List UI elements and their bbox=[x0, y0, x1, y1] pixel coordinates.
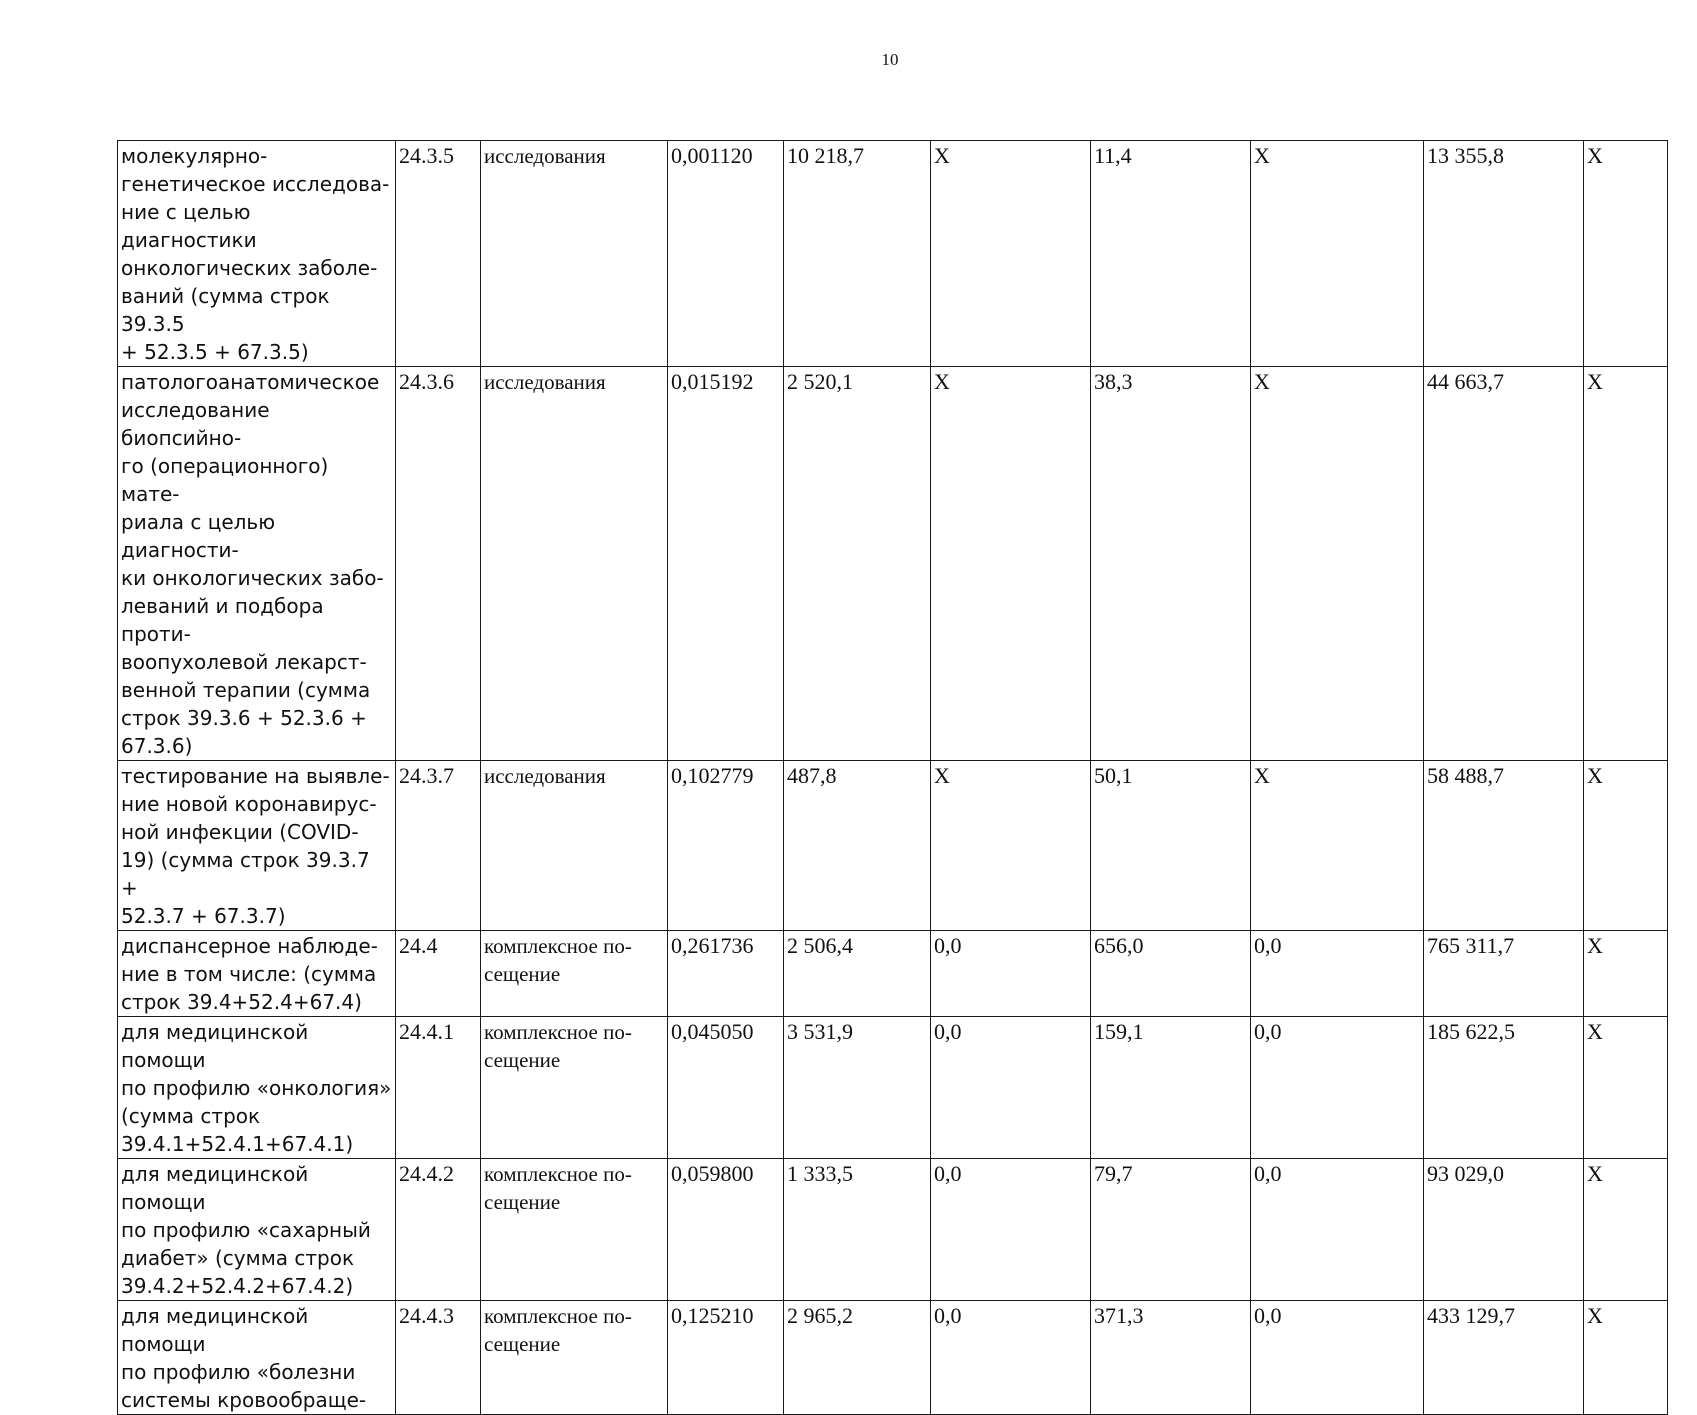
table-row bbox=[118, 1159, 1668, 1301]
indicator-name-line: риала с целью диагности- bbox=[121, 510, 276, 562]
indicator-name-line: диабет» (сумма строк bbox=[121, 1246, 355, 1270]
indicator-name-line: для медицинской помощи bbox=[121, 1162, 309, 1214]
cell-value-c7: Х bbox=[1584, 141, 1668, 367]
indicator-name-line: леваний и подбора проти- bbox=[121, 594, 324, 646]
cell-value-c4: 656,0 bbox=[1091, 931, 1251, 1017]
indicator-name-line: для медицинской помощи bbox=[121, 1020, 309, 1072]
cell-value-c2: 10 218,7 bbox=[784, 141, 931, 367]
cell-unit bbox=[481, 931, 668, 1017]
indicator-name-line: (сумма строк bbox=[121, 1104, 261, 1128]
cell-value-c3: Х bbox=[931, 141, 1091, 367]
cell-value-c5: 0,0 bbox=[1251, 1159, 1424, 1301]
indicator-name-line: ние новой коронавирус- bbox=[121, 792, 377, 816]
cell-value-c1: 0,015192 bbox=[668, 367, 784, 761]
table-row bbox=[118, 931, 1668, 1017]
indicator-name-line: патологоанатомическое bbox=[121, 370, 380, 394]
indicator-name-line: исследование биопсийно- bbox=[121, 398, 270, 450]
cell-indicator-name bbox=[118, 931, 396, 1017]
unit-line: комплексное по- bbox=[484, 934, 632, 958]
unit-line: сещение bbox=[484, 1332, 561, 1356]
cell-value-c5: 0,0 bbox=[1251, 1017, 1424, 1159]
unit-line: исследования bbox=[484, 764, 606, 788]
indicator-name-line: по профилю «сахарный bbox=[121, 1218, 371, 1242]
cell-unit bbox=[481, 761, 668, 931]
page-number: 10 bbox=[881, 50, 899, 69]
cell-unit bbox=[481, 1017, 668, 1159]
indicator-name-line: по профилю «онкология» bbox=[121, 1076, 392, 1100]
cell-value-c6: 44 663,7 bbox=[1424, 367, 1584, 761]
cell-value-c7: Х bbox=[1584, 931, 1668, 1017]
indicator-name-line: системы кровообраще- bbox=[121, 1388, 367, 1412]
indicator-name-line: 19) (сумма строк 39.3.7 + bbox=[121, 848, 370, 900]
indicator-name-line: диспансерное наблюде- bbox=[121, 934, 378, 958]
cell-value-c3: 0,0 bbox=[931, 1017, 1091, 1159]
indicator-name-line: ние с целью диагностики bbox=[121, 200, 257, 252]
cell-value-c6: 93 029,0 bbox=[1424, 1159, 1584, 1301]
cell-value-c3: 0,0 bbox=[931, 931, 1091, 1017]
table-row bbox=[118, 1017, 1668, 1159]
data-table bbox=[117, 140, 1668, 1415]
indicator-name-line: генетическое исследова- bbox=[121, 172, 390, 196]
cell-value-c3: 0,0 bbox=[931, 1159, 1091, 1301]
cell-indicator-name bbox=[118, 761, 396, 931]
cell-unit bbox=[481, 141, 668, 367]
cell-value-c7: Х bbox=[1584, 367, 1668, 761]
cell-value-c1: 0,045050 bbox=[668, 1017, 784, 1159]
cell-value-c5: Х bbox=[1251, 367, 1424, 761]
cell-value-c4: 50,1 bbox=[1091, 761, 1251, 931]
indicator-name-line: 39.4.1+52.4.1+67.4.1) bbox=[121, 1132, 354, 1156]
cell-value-c4: 38,3 bbox=[1091, 367, 1251, 761]
cell-row-code: 24.4.3 bbox=[396, 1301, 481, 1415]
cell-unit bbox=[481, 1159, 668, 1301]
cell-value-c2: 2 506,4 bbox=[784, 931, 931, 1017]
indicator-name-line: тестирование на выявле- bbox=[121, 764, 390, 788]
cell-indicator-name bbox=[118, 1301, 396, 1415]
indicator-name-line: 39.4.2+52.4.2+67.4.2) bbox=[121, 1274, 354, 1298]
unit-line: исследования bbox=[484, 144, 606, 168]
cell-value-c1: 0,059800 bbox=[668, 1159, 784, 1301]
indicator-name-line: воопухолевой лекарст- bbox=[121, 650, 367, 674]
cell-value-c4: 159,1 bbox=[1091, 1017, 1251, 1159]
cell-value-c5: 0,0 bbox=[1251, 931, 1424, 1017]
indicator-name-line: 67.3.6) bbox=[121, 734, 193, 758]
cell-value-c2: 2 520,1 bbox=[784, 367, 931, 761]
indicator-name-line: ние в том числе: (сумма bbox=[121, 962, 377, 986]
indicator-name-line: молекулярно- bbox=[121, 144, 268, 168]
cell-value-c5: 0,0 bbox=[1251, 1301, 1424, 1415]
cell-value-c4: 371,3 bbox=[1091, 1301, 1251, 1415]
cell-indicator-name bbox=[118, 367, 396, 761]
indicator-name-line: для медицинской помощи bbox=[121, 1304, 309, 1356]
cell-value-c6: 185 622,5 bbox=[1424, 1017, 1584, 1159]
cell-value-c2: 1 333,5 bbox=[784, 1159, 931, 1301]
cell-unit bbox=[481, 367, 668, 761]
cell-value-c6: 13 355,8 bbox=[1424, 141, 1584, 367]
unit-line: исследования bbox=[484, 370, 606, 394]
cell-unit bbox=[481, 1301, 668, 1415]
indicator-name-line: го (операционного) мате- bbox=[121, 454, 329, 506]
cell-value-c2: 3 531,9 bbox=[784, 1017, 931, 1159]
table-row bbox=[118, 367, 1668, 761]
cell-indicator-name bbox=[118, 1017, 396, 1159]
cell-value-c6: 433 129,7 bbox=[1424, 1301, 1584, 1415]
cell-value-c3: Х bbox=[931, 367, 1091, 761]
cell-row-code: 24.4.1 bbox=[396, 1017, 481, 1159]
indicator-name-line: венной терапии (сумма bbox=[121, 678, 371, 702]
unit-line: сещение bbox=[484, 1048, 561, 1072]
indicator-name-line: по профилю «болезни bbox=[121, 1360, 356, 1384]
indicator-name-line: 52.3.7 + 67.3.7) bbox=[121, 904, 286, 928]
indicator-name-line: строк 39.3.6 + 52.3.6 + bbox=[121, 706, 367, 730]
cell-value-c7: Х bbox=[1584, 761, 1668, 931]
unit-line: сещение bbox=[484, 962, 561, 986]
table-row bbox=[118, 141, 1668, 367]
indicator-name-line: ваний (сумма строк 39.3.5 bbox=[121, 284, 330, 336]
cell-value-c3: Х bbox=[931, 761, 1091, 931]
cell-value-c4: 11,4 bbox=[1091, 141, 1251, 367]
cell-value-c6: 58 488,7 bbox=[1424, 761, 1584, 931]
cell-value-c5: Х bbox=[1251, 141, 1424, 367]
cell-row-code: 24.3.5 bbox=[396, 141, 481, 367]
unit-line: комплексное по- bbox=[484, 1020, 632, 1044]
cell-value-c2: 487,8 bbox=[784, 761, 931, 931]
table-row bbox=[118, 761, 1668, 931]
cell-indicator-name bbox=[118, 141, 396, 367]
unit-line: комплексное по- bbox=[484, 1304, 632, 1328]
cell-value-c7: Х bbox=[1584, 1017, 1668, 1159]
cell-value-c7: Х bbox=[1584, 1301, 1668, 1415]
cell-value-c1: 0,261736 bbox=[668, 931, 784, 1017]
cell-value-c4: 79,7 bbox=[1091, 1159, 1251, 1301]
indicator-name-line: ной инфекции (COVID- bbox=[121, 820, 359, 844]
cell-value-c3: 0,0 bbox=[931, 1301, 1091, 1415]
indicator-name-line: онкологических заболе- bbox=[121, 256, 378, 280]
unit-line: комплексное по- bbox=[484, 1162, 632, 1186]
cell-row-code: 24.3.7 bbox=[396, 761, 481, 931]
unit-line: сещение bbox=[484, 1190, 561, 1214]
cell-value-c2: 2 965,2 bbox=[784, 1301, 931, 1415]
cell-value-c7: Х bbox=[1584, 1159, 1668, 1301]
cell-indicator-name bbox=[118, 1159, 396, 1301]
cell-value-c5: Х bbox=[1251, 761, 1424, 931]
cell-row-code: 24.4 bbox=[396, 931, 481, 1017]
indicator-name-line: + 52.3.5 + 67.3.5) bbox=[121, 340, 309, 364]
indicator-name-line: строк 39.4+52.4+67.4) bbox=[121, 990, 362, 1014]
cell-row-code: 24.4.2 bbox=[396, 1159, 481, 1301]
cell-value-c1: 0,001120 bbox=[668, 141, 784, 367]
indicator-name-line: ки онкологических забо- bbox=[121, 566, 384, 590]
cell-value-c1: 0,125210 bbox=[668, 1301, 784, 1415]
cell-row-code: 24.3.6 bbox=[396, 367, 481, 761]
cell-value-c1: 0,102779 bbox=[668, 761, 784, 931]
table-row bbox=[118, 1301, 1668, 1415]
cell-value-c6: 765 311,7 bbox=[1424, 931, 1584, 1017]
